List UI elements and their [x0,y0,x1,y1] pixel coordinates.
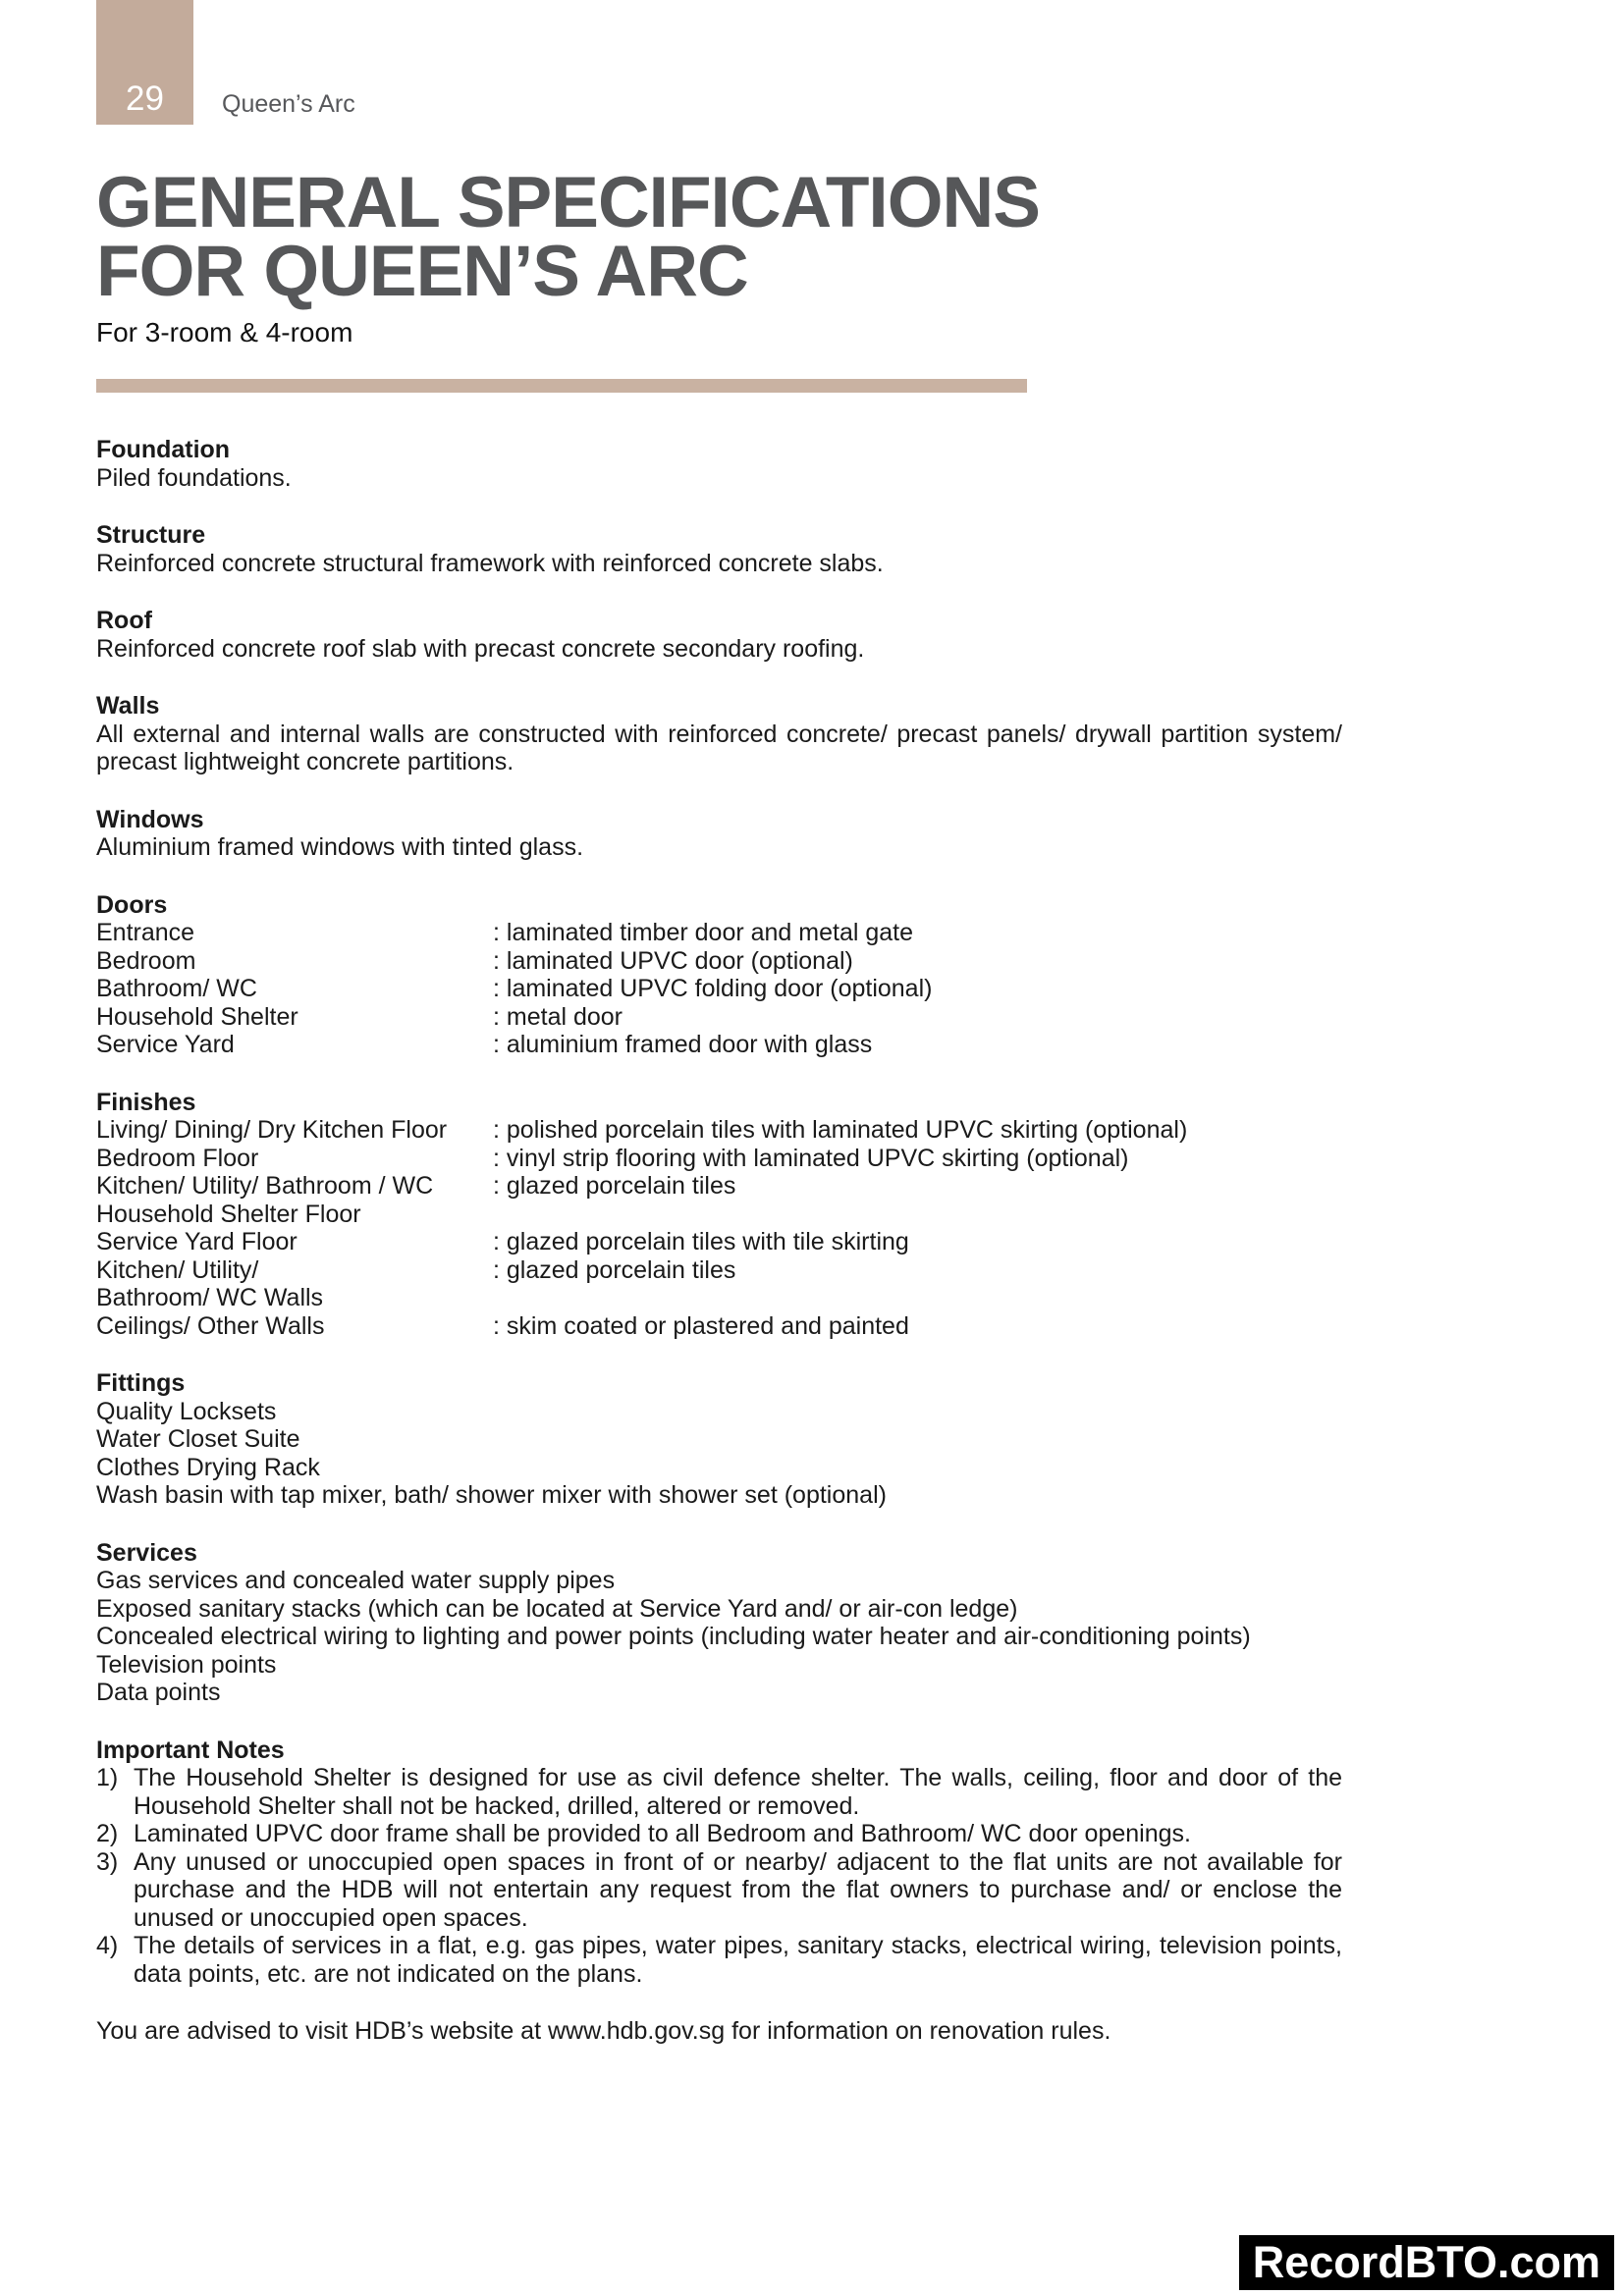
section-heading: Roof [96,607,152,634]
note-item [96,1848,1342,1933]
spec-row [96,1145,1342,1173]
section-important-notes [96,1736,1342,1989]
section-heading: Windows [96,805,204,833]
spec-row [96,1116,1342,1145]
list-item: Exposed sanitary stacks (which can be located at Service Yard and/ or air-con ledge) [96,1594,1018,1623]
section-heading: Finishes [96,1088,196,1116]
spec-label: Household Shelter Floor [96,1200,361,1228]
note-text: Any unused or unoccupied open spaces in front of or nearby/ adjacent to the flat units are not available for purchase and the HDB will not entertain any request from the flat owners to purchase and/ or enclose the unused or unoccupied open spaces. [134,1847,1342,1932]
page-content [96,163,1342,2046]
note-number: 2) [96,1820,119,1847]
note-text: The Household Shelter is designed for use as civil defence shelter. The walls, ceiling, floor and door of the Household Shelter shall not be hacked, drilled, altered or removed. [134,1764,1342,1820]
spec-label: Bathroom/ WC Walls [96,1284,324,1311]
spec-label: Bathroom/ WC [96,975,257,1002]
spec-label: Kitchen/ Utility/ [96,1255,259,1284]
section-finishes [96,1089,1342,1341]
section-fittings [96,1369,1342,1510]
section-body: Reinforced concrete structural framework with reinforced concrete slabs. [96,549,884,577]
list-item: Wash basin with tap mixer, bath/ shower mixer with shower set (optional) [96,1481,887,1509]
section-foundation [96,436,1342,492]
spec-value: : metal door [493,1002,623,1031]
note-item [96,1820,1342,1848]
list-item: Water Closet Suite [96,1425,300,1453]
spec-row [96,1312,1342,1341]
section-heading: Services [96,1538,197,1567]
spec-label: Ceilings/ Other Walls [96,1311,325,1340]
note-number: 4) [96,1932,119,1959]
section-body: Piled foundations. [96,463,292,492]
spec-value: : laminated timber door and metal gate [493,919,914,946]
spec-row [96,1228,1342,1256]
spec-row [96,1284,1342,1312]
spec-label: Service Yard [96,1031,235,1058]
section-roof [96,607,1342,663]
spec-value [493,1284,1342,1312]
list-item: Clothes Drying Rack [96,1453,320,1481]
list-item: Television points [96,1650,277,1679]
watermark: RecordBTO.com [1239,2235,1614,2290]
spec-row [96,919,1342,947]
spec-row [96,1172,1342,1201]
spec-row [96,1201,1342,1229]
closing-note: You are advised to visit HDB’s website at www.hdb.gov.sg for information on renovation rules. [96,2017,1111,2045]
spec-label: Living/ Dining/ Dry Kitchen Floor [96,1116,448,1144]
spec-value [493,1201,1342,1229]
title-line-2: FOR QUEEN’S ARC [96,232,748,311]
spec-value: : vinyl strip flooring with laminated UPVC skirting (optional) [493,1144,1129,1172]
spec-value: : skim coated or plastered and painted [493,1311,909,1340]
section-walls [96,692,1342,776]
spec-label: Service Yard Floor [96,1228,298,1255]
section-doors [96,891,1342,1059]
section-body: All external and internal walls are constructed with reinforced concrete/ precast panels/ drywall partition system/ precast lightweight concrete partitions. [96,720,1342,775]
title-line-1: GENERAL SPECIFICATIONS [96,163,1040,242]
note-number: 1) [96,1764,119,1791]
list-item: Concealed electrical wiring to lighting and power points (including water heater and air-conditioning points) [96,1623,1251,1650]
list-item: Gas services and concealed water supply pipes [96,1567,616,1594]
note-item [96,1932,1342,1988]
accent-divider-bar [96,379,1027,393]
note-item [96,1764,1342,1820]
project-name: Queen’s Arc [222,90,355,118]
spec-value: : glazed porcelain tiles with tile skirting [493,1228,909,1255]
page-title [96,163,1342,311]
spec-row [96,1256,1342,1285]
section-body: Aluminium framed windows with tinted glass. [96,833,584,861]
spec-row [96,1003,1342,1032]
spec-label: Bedroom Floor [96,1144,259,1172]
page-number-badge [96,0,193,125]
page-number: 29 [126,80,164,118]
spec-row [96,975,1342,1003]
note-number: 3) [96,1847,119,1876]
spec-value: : glazed porcelain tiles [493,1255,736,1284]
spec-value: : polished porcelain tiles with laminated UPVC skirting (optional) [493,1116,1188,1144]
spec-label: Entrance [96,919,195,946]
list-item: Data points [96,1679,221,1706]
spec-label: Kitchen/ Utility/ Bathroom / WC [96,1172,434,1200]
list-item: Quality Locksets [96,1397,277,1425]
section-heading: Foundation [96,436,231,463]
spec-value: : glazed porcelain tiles [493,1172,736,1200]
section-heading: Important Notes [96,1735,285,1764]
section-heading: Doors [96,890,168,919]
note-text: Laminated UPVC door frame shall be provided to all Bedroom and Bathroom/ WC door openings. [134,1820,1191,1847]
spec-label: Bedroom [96,946,196,975]
section-structure [96,521,1342,577]
page-subtitle: For 3-room & 4-room [96,317,353,347]
section-windows [96,806,1342,862]
spec-row [96,947,1342,976]
section-services [96,1539,1342,1707]
section-heading: Fittings [96,1369,186,1397]
section-body: Reinforced concrete roof slab with precast concrete secondary roofing. [96,634,865,663]
section-heading: Walls [96,692,160,720]
section-heading: Structure [96,521,206,549]
spec-value: : aluminium framed door with glass [493,1031,873,1058]
spec-value: : laminated UPVC door (optional) [493,946,853,975]
note-text: The details of services in a flat, e.g. gas pipes, water pipes, sanitary stacks, electrical wiring, television points, data points, etc. are not indicated on the plans. [134,1932,1342,1988]
spec-label: Household Shelter [96,1002,298,1031]
spec-value: : laminated UPVC folding door (optional) [493,975,933,1002]
spec-row [96,1031,1342,1059]
